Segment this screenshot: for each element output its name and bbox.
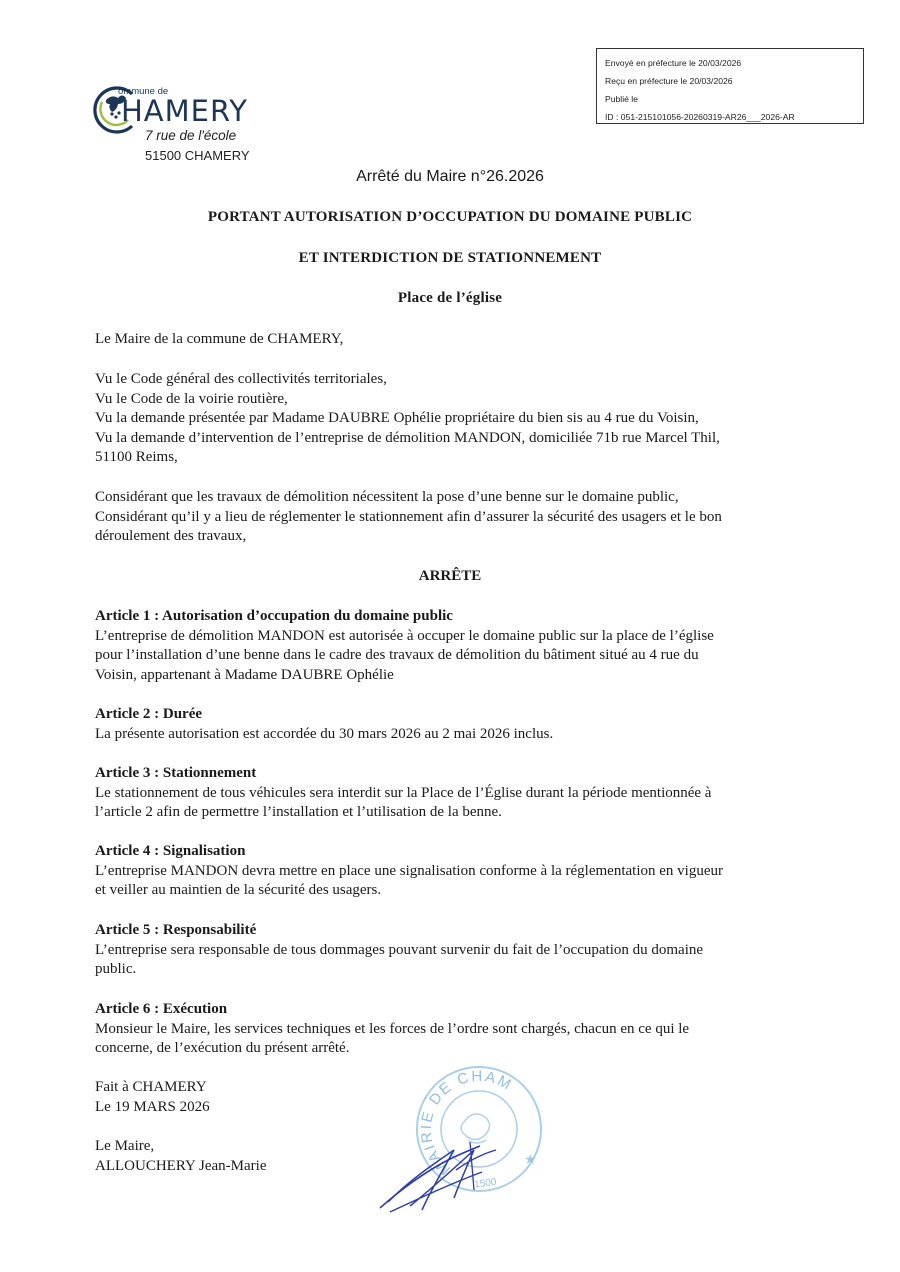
closing-name: ALLOUCHERY Jean-Marie	[95, 1157, 267, 1174]
article-title: Article 4 : Signalisation	[95, 843, 246, 859]
closing-place: Fait à CHAMERY	[95, 1079, 207, 1095]
closing-role: Le Maire,	[95, 1138, 155, 1154]
vu-line: Vu la demande d’intervention de l’entreprise de démolition MANDON, domiciliée 71b rue Marcel Thil,	[95, 429, 720, 446]
article-3	[95, 764, 825, 823]
article-line: et veiller au maintien de la sécurité des usagers.	[95, 882, 382, 898]
vu-line: 51100 Reims,	[95, 449, 178, 465]
stamp-text: MAIRIE DE CHAMERY	[417, 1067, 516, 1179]
article-line: Monsieur le Maire, les services techniques et les forces de l’ordre sont chargés, chacun en ce qui le	[95, 1020, 690, 1037]
considerant-line: déroulement des travaux,	[95, 528, 247, 544]
svg-text:★: ★	[524, 1152, 537, 1168]
prefecture-received: Reçu en préfecture le 20/03/2026	[605, 76, 733, 86]
logo-commune-name: HAMERY	[121, 94, 248, 128]
article-1	[95, 607, 825, 685]
article-2	[95, 705, 825, 744]
article-title: Article 2 : Durée	[95, 706, 203, 722]
vu-line: Vu le Code de la voirie routière,	[95, 390, 288, 407]
article-line: L’entreprise MANDON devra mettre en place une signalisation conforme à la réglementation en vigueur	[95, 862, 723, 879]
title-line-1: PORTANT AUTORISATION D’OCCUPATION DU DOMAINE PUBLIC	[207, 209, 693, 225]
intro-line: Le Maire de la commune de CHAMERY,	[95, 331, 344, 347]
prefecture-id: ID : 051-215101056-20260319-AR26___2026-AR	[605, 112, 795, 122]
article-5	[95, 921, 825, 980]
intro-paragraph	[95, 330, 825, 350]
considerant-line: Considérant que les travaux de démolition nécessitent la pose d’une benne sur le domaine public,	[95, 489, 679, 505]
stamp-number: 1500	[473, 1176, 498, 1191]
article-line: pour l’installation d’une benne dans le cadre des travaux de démolition du bâtiment situé au 4 rue du	[95, 647, 699, 663]
prefecture-sent: Envoyé en préfecture le 20/03/2026	[605, 58, 742, 68]
logo-commune-de: ommune de	[118, 86, 169, 97]
arrete-heading: ARRÊTE	[418, 568, 482, 584]
article-title: Article 1 : Autorisation d’occupation du domaine public	[95, 608, 453, 624]
article-title: Article 5 : Responsabilité	[95, 922, 257, 938]
article-4	[95, 842, 825, 901]
decree-number: Arrêté du Maire n°26.2026	[356, 168, 544, 185]
article-line: L’entreprise de démolition MANDON est autorisée à occuper le domaine public sur la place de l’église	[95, 627, 714, 644]
prefecture-published: Publié le	[605, 94, 638, 104]
vu-line: Vu le Code général des collectivités territoriales,	[95, 371, 387, 387]
title-line-2: ET INTERDICTION DE STATIONNEMENT	[298, 250, 602, 266]
considerant-paragraph	[95, 488, 825, 547]
article-line: concerne, de l’exécution du présent arrêté.	[95, 1040, 350, 1056]
article-line: Voisin, appartenant à Madame DAUBRE Ophélie	[95, 666, 394, 683]
address-city: 51500 CHAMERY	[145, 148, 250, 163]
mayor-signature-icon	[370, 1120, 530, 1220]
title-place: Place de l’église	[397, 290, 503, 306]
address-street: 7 rue de l'école	[145, 128, 237, 143]
vu-line: Vu la demande présentée par Madame DAUBRE Ophélie propriétaire du bien sis au 4 rue du Voisin,	[95, 410, 699, 426]
prefecture-receipt-box	[596, 48, 864, 124]
article-title: Article 3 : Stationnement	[95, 765, 257, 781]
vu-paragraph	[95, 370, 825, 468]
article-line: public.	[95, 961, 137, 977]
article-title: Article 6 : Exécution	[95, 1001, 228, 1017]
article-line: l’article 2 afin de permettre l’installation et l’utilisation de la benne.	[95, 804, 502, 820]
article-line: L’entreprise sera responsable de tous dommages pouvant survenir du fait de l’occupation du domaine	[95, 941, 704, 958]
article-line: Le stationnement de tous véhicules sera interdit sur la Place de l’Église durant la période mentionnée à	[95, 784, 712, 801]
article-6	[95, 1000, 825, 1059]
considerant-line: Considérant qu’il y a lieu de réglementer le stationnement afin d’assurer la sécurité des usagers et le bon	[95, 508, 722, 525]
closing-date: Le 19 MARS 2026	[95, 1098, 210, 1115]
article-line: La présente autorisation est accordée du 30 mars 2026 au 2 mai 2026 inclus.	[95, 725, 554, 742]
